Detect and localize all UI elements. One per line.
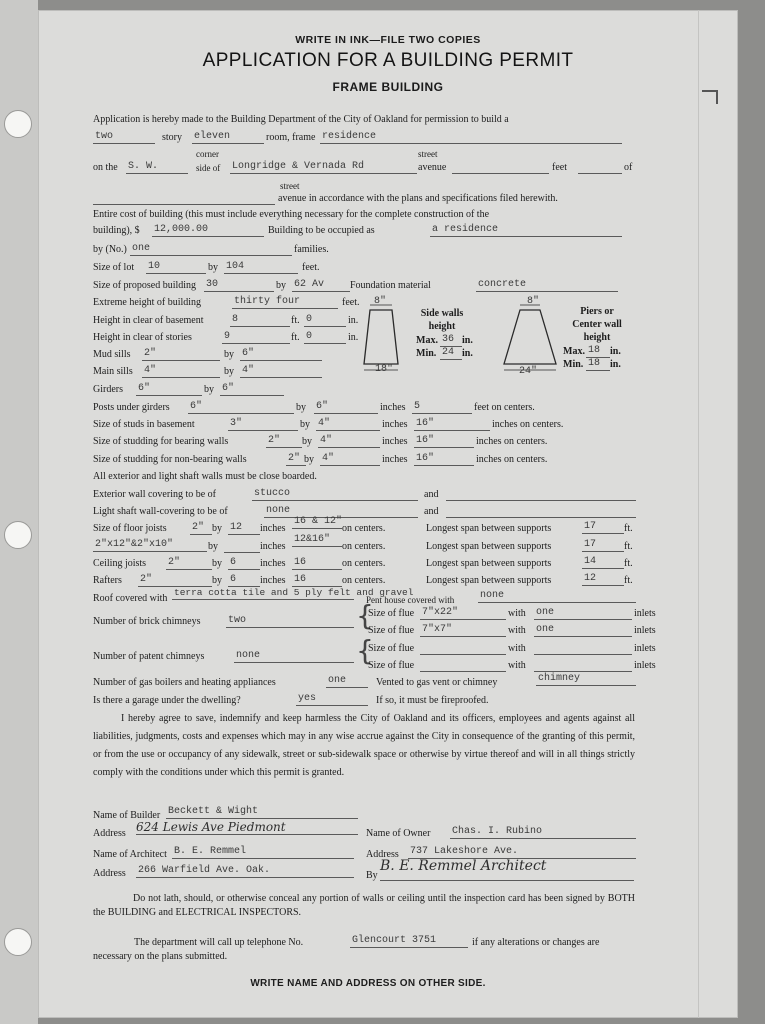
flue2-inlets-field[interactable]: one [534,624,632,637]
studs-label: Size of studs in basement [93,419,195,430]
penthouse-label: Pent house covered with [366,595,455,605]
girder-b-field[interactable]: 6" [220,383,284,396]
permit-form [38,10,738,1018]
building-type-field[interactable]: residence [320,131,622,144]
inches-label: inches [260,541,286,552]
flue2-field[interactable]: 7"x7" [420,624,506,637]
height-label: Extreme height of building [93,297,202,308]
of-field[interactable] [578,161,622,174]
roof-label: Roof covered with [93,593,168,604]
flue-label: Size of flue [368,625,415,636]
bearing-label: Size of studding for bearing walls [93,436,229,447]
flue3-inlets-field[interactable] [534,642,632,655]
pier-top-value: 8" [527,296,540,307]
patent-chimneys-label: Number of patent chimneys [93,651,205,662]
posts-b-field[interactable]: 6" [314,401,378,414]
side-top-value: 8" [374,296,387,307]
fold-line [698,10,699,1018]
pier-max-field[interactable]: 18 [586,345,610,358]
rooms-field[interactable]: eleven [192,131,264,144]
inches-label: inches [260,575,286,586]
inches-label: inches [260,523,286,534]
by-label: by [224,366,234,377]
binder-hole [4,928,32,956]
flue-label: Size of flue [368,643,415,654]
foundation-label: Foundation material [350,280,431,291]
floor-a-field[interactable]: 2" [190,522,212,535]
by-label: by [302,436,312,447]
floor2-b-field[interactable] [224,540,260,553]
posts-c-field[interactable]: 5 [412,401,472,414]
longest-span-label: Longest span between supports [426,575,552,586]
floor-c-field[interactable]: 16 & 12" [294,516,343,527]
cost-text: Entire cost of building (this must include everything necessary for the complete construction of the [93,209,490,220]
bearing-c-field[interactable]: 16" [414,435,474,448]
foundation-field[interactable]: concrete [476,279,618,292]
brace-icon: { [356,634,374,667]
longest-span-label: Longest span between supports [426,541,552,552]
ft-label: ft. [291,332,300,343]
height-field[interactable]: thirty four [232,296,338,309]
proposed-label: Size of proposed building [93,280,197,291]
room-label: room, frame [266,132,316,143]
lightshaft-field[interactable]: none [264,505,418,518]
bldg-width-field[interactable]: 30 [204,279,274,292]
inlets-label: inlets [634,625,656,636]
side-max-field[interactable]: 36 [440,334,462,347]
builder-label: Name of Builder [93,810,161,821]
penthouse-field[interactable]: none [478,590,636,603]
exterior-label: Exterior wall covering to be of [93,489,217,500]
occupied-label: Building to be occupied as [268,225,375,236]
nonbearing-b-field[interactable]: 4" [320,453,380,466]
on-centers-label: on centers. [342,558,386,569]
flue1-field[interactable]: 7"x22" [420,607,506,620]
girder-a-field[interactable]: 6" [136,383,202,396]
ft-label: ft. [291,315,300,326]
phone-field[interactable]: Glencourt 3751 [350,935,468,948]
bearing-b-field[interactable]: 4" [318,435,380,448]
garage-label: Is there a garage under the dwelling? [93,695,241,706]
side-of-label: side of [196,163,221,173]
longest-span-label: Longest span between supports [426,558,552,569]
by-label: by [208,262,218,273]
rafters-span-field[interactable]: 12 [582,573,624,586]
nonbearing-c-field[interactable]: 16" [414,453,474,466]
inlets-label: inlets [634,660,656,671]
in-label: in. [610,359,621,370]
pier-min-field[interactable]: 18 [586,358,610,371]
with-label: with [508,660,526,671]
intro-text: Application is hereby made to the Building Department of the City of Oakland for permission to build a [93,114,509,125]
and-label: and [424,506,439,517]
avenue-label: avenue [418,162,447,173]
side-walls-label: Side walls [420,308,464,319]
by-label: by [212,558,222,569]
flue4-field[interactable] [420,659,506,672]
corner-label: corner [196,149,219,159]
mud-a-field[interactable]: 2" [142,348,220,361]
roof-field[interactable]: terra cotta tile and 5 ply felt and gravel [174,587,414,598]
story-in-field[interactable]: 0 [304,331,346,344]
studs-c-field[interactable]: 16" [414,418,490,431]
floor2-c-field[interactable]: 12&16" [292,534,342,547]
on-the-label: on the [93,162,118,173]
inches-label: inches [382,436,408,447]
brace-icon: { [356,599,374,632]
vented-field[interactable]: chimney [536,673,636,686]
patent-chimneys-field[interactable]: none [234,650,354,663]
boilers-label: Number of gas boilers and heating appliances [93,677,276,688]
by-label: by [296,402,306,413]
page-margin [0,0,38,1024]
posts-label: Posts under girders [93,402,170,413]
by-no-label: by (No.) [93,244,127,255]
ft-label: ft. [624,541,633,552]
feet-on-centers-label: feet on centers. [474,402,535,413]
vented-label: Vented to gas vent or chimney [376,677,498,688]
occupancy-field[interactable]: a residence [430,224,622,237]
side-min-field[interactable]: 24 [440,347,462,360]
and-label: and [424,489,439,500]
flue-label: Size of flue [368,608,415,619]
builder-field[interactable]: Beckett & Wight [166,806,358,819]
ceiling-c-field[interactable]: 16 [292,557,342,570]
phone-suffix-1: if any alterations or changes are [472,937,600,948]
in-label: in. [610,346,621,357]
flue1-inlets-field[interactable]: one [534,607,632,620]
by-label: by [208,541,218,552]
by-label: by [276,280,286,291]
floor2-a-field[interactable]: 2"x12"&2"x10" [93,539,207,552]
inlets-label: inlets [634,608,656,619]
bldg-depth-field[interactable]: 62 Av [292,279,350,292]
main-sills-label: Main sills [93,366,133,377]
ceiling-span-field[interactable]: 14 [582,556,624,569]
by-label: by [204,384,214,395]
corner-field[interactable]: S. W. [126,161,188,174]
on-centers-label: on centers. [342,541,386,552]
bearing-a-field[interactable]: 2" [266,435,302,448]
architect-field[interactable]: B. E. Remmel [172,846,354,859]
pier-min-label: Min. [563,359,584,370]
by-label: by [300,419,310,430]
basement-ft-field[interactable]: 8 [230,314,290,327]
floor-joists-label: Size of floor joists [93,523,167,534]
close-boarded-text: All exterior and light shaft walls must be close boarded. [93,471,317,482]
cost-field[interactable]: 12,000.00 [152,224,264,237]
street-name-field[interactable] [93,192,275,205]
binder-hole [4,521,32,549]
architect-signature[interactable]: B. E. Remmel Architect [380,858,634,881]
owner-address-field[interactable]: 737 Lakeshore Ave. [408,846,636,859]
feet-label: feet [552,162,567,173]
inches-label: inches [382,454,408,465]
longest-span-label: Longest span between supports [426,523,552,534]
form-subtitle: FRAME BUILDING [332,80,444,94]
side-base-value: 18" [375,364,394,375]
lot-width-field[interactable]: 10 [146,261,206,274]
stories-height-label: Height in clear of stories [93,332,192,343]
floor-b-field[interactable]: 12 [228,522,260,535]
floor-span-field[interactable]: 17 [582,521,624,534]
indemnity-agreement: I hereby agree to save, indemnify and keep harmless the City of Oakland and its officers, employees and agents against all liabilities, judgments, costs and expenses which may in any wise accrue against the City in consequence of the granting of this permit, or from the use or occupancy of any sidewalk, street or sub-sidewalk space or otherwise by virtue thereof and will in all things strictly comply with the conditions under which this permit is granted. [93,713,635,778]
streets-field[interactable]: Longridge & Vernada Rd [230,161,417,174]
with-label: with [508,625,526,636]
flue3-field[interactable] [420,642,506,655]
inches-label: inches [382,419,408,430]
owner-field[interactable]: Chas. I. Rubino [450,826,636,839]
on-centers-label: on centers. [342,575,386,586]
by-label: by [212,575,222,586]
exterior-field[interactable]: stucco [252,488,418,501]
exterior-2-field[interactable] [446,488,636,501]
ceiling-b-field[interactable]: 6 [228,557,260,570]
ft-label: ft. [624,575,633,586]
main-b-field[interactable]: 4" [240,365,322,378]
inches-label: inches [260,558,286,569]
nonbearing-a-field[interactable]: 2" [286,453,306,466]
inches-on-centers-label: inches on centers. [476,436,548,447]
lot-depth-field[interactable]: 104 [224,261,298,274]
inlets-label: inlets [634,643,656,654]
binder-hole [4,110,32,138]
basement-label: Height in clear of basement [93,315,204,326]
owner-address-label: Address [366,849,399,860]
in-label: in. [348,315,359,326]
in-label: in. [462,335,473,346]
lightshaft-label: Light shaft wall-covering to be of [93,506,228,517]
flue4-inlets-field[interactable] [534,659,632,672]
fireproofed-label: If so, it must be fireproofed. [376,695,489,706]
families-field[interactable]: one [130,243,292,256]
floor2-span-field[interactable]: 17 [582,539,624,552]
street-label-2: street [280,181,300,191]
phone-suffix-2: necessary on the plans submitted. [93,951,228,962]
ceiling-joists-label: Ceiling joists [93,558,147,569]
side-height-label: height [428,321,456,332]
by-label: by [224,349,234,360]
of-label: of [624,162,633,173]
with-label: with [508,643,526,654]
phone-prefix: The department will call up telephone No. [134,937,304,948]
avenue-specs-text: avenue in accordance with the plans and specifications filed herewith. [278,193,558,204]
posts-a-field[interactable]: 6" [188,401,294,414]
builder-address-label: Address [93,828,126,839]
pier-max-label: Max. [563,346,585,357]
architect-address-label: Address [93,868,126,879]
boilers-field[interactable]: one [326,675,368,688]
inches-label: inches [380,402,406,413]
builder-address-field[interactable]: 624 Lewis Ave Piedmont [136,820,358,835]
rafters-b-field[interactable]: 6 [228,574,260,587]
feet-label: feet. [302,262,320,273]
rafters-c-field[interactable]: 16 [292,574,342,587]
studs-b-field[interactable]: 4" [316,418,380,431]
with-label: with [508,608,526,619]
story-label: story [162,132,182,143]
rafters-label: Rafters [93,575,122,586]
header-instruction: WRITE IN INK—FILE TWO COPIES [295,34,481,46]
inspection-notice: Do not lath, should, or otherwise conceal any portion of walls or ceiling until the inspection card has been signed by BOTH the BUILDING and ELECTRICAL INSPECTORS. [93,893,635,918]
ft-label: ft. [624,523,633,534]
margin-mark [702,90,718,104]
brick-chimneys-field[interactable]: two [226,615,354,628]
studs-a-field[interactable]: 3" [228,418,298,431]
main-a-field[interactable]: 4" [142,365,220,378]
form-title: APPLICATION FOR A BUILDING PERMIT [202,50,574,71]
inches-on-centers-label: inches on centers. [492,419,564,430]
mud-b-field[interactable]: 6" [240,348,322,361]
footer-instruction: WRITE NAME AND ADDRESS ON OTHER SIDE. [250,978,486,989]
basement-in-field[interactable]: 0 [304,314,346,327]
by-label: by [212,523,222,534]
pier-base-value: 24" [519,366,538,377]
brick-chimneys-label: Number of brick chimneys [93,616,201,627]
inches-on-centers-label: inches on centers. [476,454,548,465]
by-signature-label: By [366,870,378,881]
owner-label: Name of Owner [366,828,431,839]
flue-label: Size of flue [368,660,415,671]
architect-label: Name of Architect [93,849,167,860]
on-centers-label: on centers. [342,523,386,534]
pier-height-label: height [583,332,611,343]
story-ft-field[interactable]: 9 [222,331,290,344]
architect-address-field[interactable]: 266 Warfield Ave. Oak. [136,865,354,878]
lightshaft-2-field[interactable] [446,505,636,518]
girders-label: Girders [93,384,123,395]
nonbearing-label: Size of studding for non-bearing walls [93,454,247,465]
piers-label: Piers or [580,306,614,317]
mud-sills-label: Mud sills [93,349,131,360]
street-label: street [418,149,438,159]
building-cost-label: building), $ [93,225,140,236]
lot-label: Size of lot [93,262,135,273]
in-label: in. [462,348,473,359]
in-label: in. [348,332,359,343]
feet-distance-field[interactable] [452,161,549,174]
stories-field[interactable]: two [93,131,155,144]
side-max-label: Max. [416,335,438,346]
side-min-label: Min. [416,348,437,359]
ceiling-a-field[interactable]: 2" [166,557,212,570]
garage-field[interactable]: yes [296,693,368,706]
center-wall-label: Center wall [572,319,622,330]
rafters-a-field[interactable]: 2" [138,574,212,587]
feet-label: feet. [342,297,360,308]
ft-label: ft. [624,558,633,569]
families-label: families. [294,244,329,255]
by-label: by [304,454,314,465]
